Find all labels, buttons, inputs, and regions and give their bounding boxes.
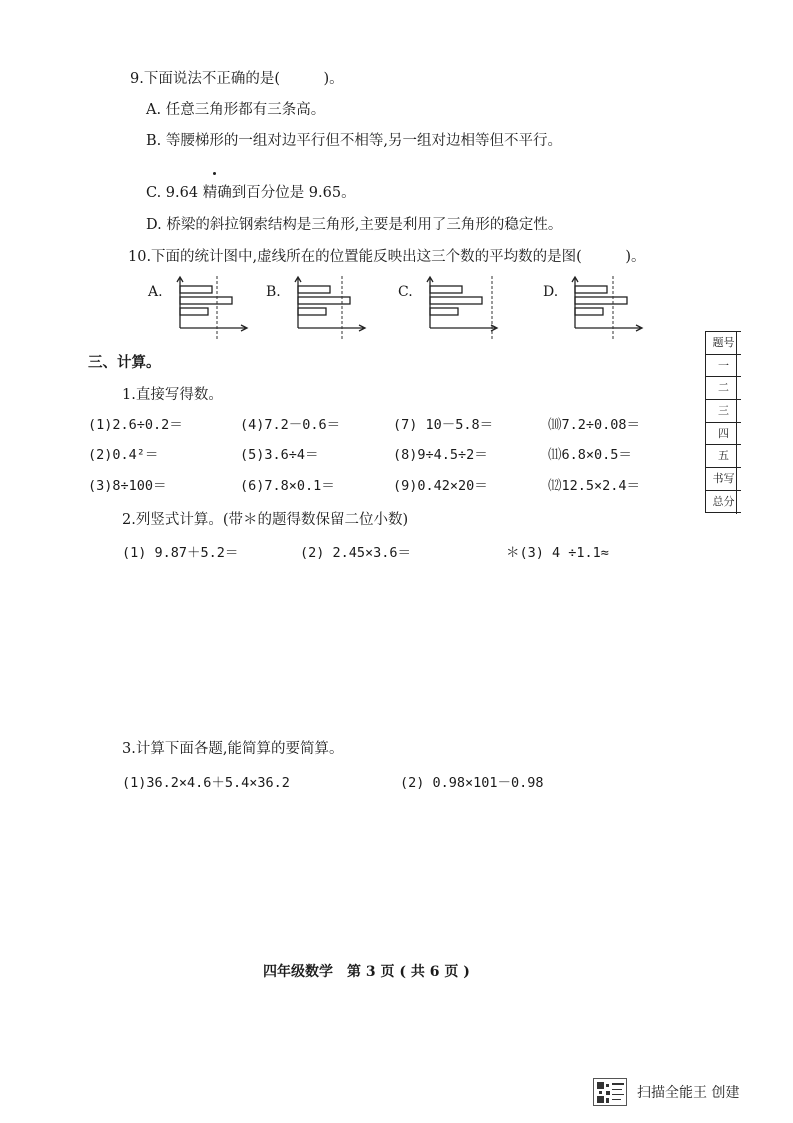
p3-item-2: (2) 0.98×101－0.98 [400, 775, 544, 791]
direct-calc-item: (5)3.6÷4＝ [240, 447, 319, 463]
direct-calc-item: ⑾6.8×0.5＝ [548, 447, 632, 463]
bar [575, 297, 627, 304]
score-row-label: 四 [718, 426, 729, 440]
p2-item-1: (1) 9.87＋5.2＝ [122, 545, 239, 561]
direct-calc-item: (6)7.8×0.1＝ [240, 478, 335, 494]
score-row [706, 355, 741, 378]
p2-title: 2.列竖式计算。(带＊的题得数保留二位小数) [122, 512, 409, 528]
score-row-label: 总分 [712, 494, 735, 508]
score-header-label: 题号 [712, 336, 735, 349]
bar [180, 286, 212, 293]
score-row [706, 400, 741, 423]
q9-c-prefix: C. 9.6 [146, 185, 189, 201]
p2-item-2: (2) 2.45×3.6＝ [300, 545, 412, 561]
direct-calc-item: (8)9÷4.5÷2＝ [393, 447, 488, 463]
p2-item-3: ＊(3) 4 ÷1.1≈ [506, 545, 609, 561]
q10-option-label: C. [398, 284, 413, 300]
score-row [706, 377, 741, 400]
q9-option-d: D. 桥梁的斜拉钢索结构是三角形,主要是利用了三角形的稳定性。 [146, 217, 563, 233]
score-header [706, 332, 741, 355]
bar [180, 297, 232, 304]
score-row [706, 445, 741, 468]
score-row-label: 二 [718, 381, 729, 395]
score-row [706, 491, 741, 514]
section3-title: 三、计算。 [88, 354, 161, 371]
bar [298, 286, 330, 293]
repeat-dot [213, 172, 216, 175]
p3-item-1: (1)36.2×4.6＋5.4×36.2 [122, 775, 290, 791]
p3-title: 3.计算下面各题,能简算的要简算。 [122, 741, 344, 757]
score-row-label: 书写 [712, 472, 735, 486]
q9-stem: 9.下面说法不正确的是( )。 [130, 71, 344, 87]
q10-stem: 10.下面的统计图中,虚线所在的位置能反映出这三个数的平均数的是图( )。 [128, 249, 646, 265]
q9-c-repeat-digit: 4 [188, 185, 199, 201]
p1-title: 1.直接写得数。 [122, 387, 223, 403]
bar [430, 308, 458, 315]
bar [180, 308, 208, 315]
direct-calc-item: ⑿12.5×2.4＝ [548, 478, 641, 494]
score-row [706, 423, 741, 446]
bar [298, 308, 326, 315]
direct-calc-item: (7) 10－5.8＝ [393, 417, 494, 433]
q10-option-label: D. [543, 284, 559, 300]
bar-chart-option [565, 272, 645, 342]
bar [430, 297, 482, 304]
qr-code-icon [593, 1078, 627, 1106]
score-header-cell [736, 332, 743, 354]
q10-option-label: B. [266, 284, 281, 300]
bar [575, 286, 607, 293]
scanner-watermark [593, 1078, 739, 1106]
q9-option-a: A. 任意三角形都有三条高。 [146, 102, 326, 118]
page-footer: 四年级数学 第 3 页 ( 共 6 页 ) [263, 964, 470, 980]
bar-chart-option [170, 272, 250, 342]
bar-chart-option [288, 272, 368, 342]
scanner-credit: 扫描全能王 创建 [637, 1085, 740, 1101]
direct-calc-item: ⑽7.2÷0.08＝ [548, 417, 641, 433]
score-table [705, 331, 741, 513]
bar [430, 286, 462, 293]
score-row-label: 一 [718, 358, 729, 372]
q9-option-b: B. 等腰梯形的一组对边平行但不相等,另一组对边相等但不平行。 [146, 133, 562, 149]
score-row [706, 468, 741, 491]
direct-calc-item: (2)0.4²＝ [88, 447, 159, 463]
score-row-label: 三 [718, 404, 729, 418]
direct-calc-item: (4)7.2－0.6＝ [240, 417, 341, 433]
direct-calc-item: (9)0.42×20＝ [393, 478, 488, 494]
direct-calc-item: (3)8÷100＝ [88, 478, 167, 494]
bar [575, 308, 603, 315]
q9-option-c [146, 181, 356, 202]
direct-calc-item: (1)2.6÷0.2＝ [88, 417, 183, 433]
score-row-label: 五 [718, 449, 729, 463]
bar-chart-option [420, 272, 500, 342]
q10-option-label: A. [148, 284, 163, 300]
q9-c-suffix: 精确到百分位是 9.65。 [198, 185, 356, 201]
